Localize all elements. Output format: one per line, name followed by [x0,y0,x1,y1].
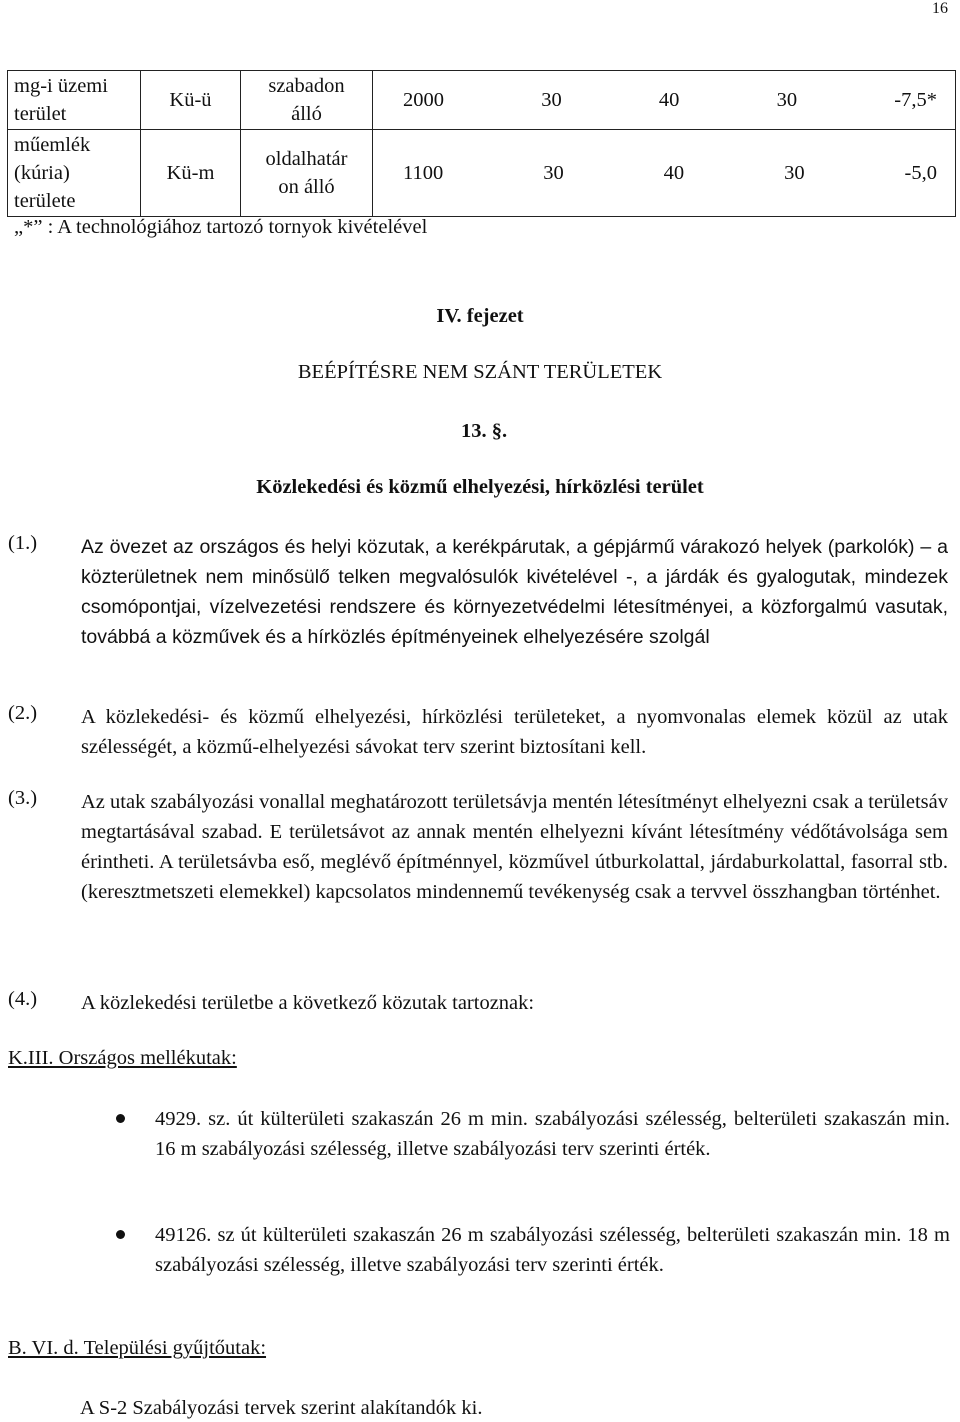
table-row [8,130,956,217]
paragraph-3 [8,787,948,907]
construction-line: on álló [278,176,335,198]
table-cell-code: Kü-m [141,130,241,217]
table-cell-values [373,130,956,217]
page-number: 16 [932,0,948,17]
paragraph-text: Az utak szabályozási vonallal meghatározott területsávja mentén létesítményt elhelyezni csak a területsáv megtartásával szabad. E területsávot az annak mentén elhelyezni kívánt létesítmény védőtávolsága sem érintheti. A területsávba eső, meglévő építménnyel, közművel útburkolattal, járdaburkolattal, fasorral stb. (keresztmetszeti elemekkel) kapcsolatos mindennemű tevékenység csak a tervvel összhangban történhet. [81,791,948,903]
table-cell-construction [241,71,373,130]
bullet-icon [116,1230,125,1239]
list-item [116,1104,950,1164]
value-coverage: 30 [543,162,564,184]
construction-line: oldalhatár [265,148,348,170]
table-cell-values [373,71,956,130]
table-cell-code: Kü-ü [141,71,241,130]
paragraph-num: (4.) [8,988,38,1010]
zoning-table [7,70,956,217]
value-green: 40 [663,162,685,184]
area-line: terület [14,103,67,125]
paragraph-num: (2.) [8,702,38,724]
table-footnote: „*” : A technológiához tartozó tornyok kivételével [14,216,428,238]
paragraph-number: 13. §. [460,420,508,442]
chapter-heading: IV. fejezet [436,305,524,327]
area-line: mg-i üzemi [14,75,108,97]
list-item [116,1220,950,1280]
area-line: műemlék [14,134,91,156]
table-row [8,71,956,130]
value-height: -7,5* [894,89,937,111]
paragraph-1 [8,532,948,652]
construction-line: szabadon [268,75,345,97]
paragraph-num: (3.) [8,787,38,809]
collector-roads-heading: B. VI. d. Települési gyűjtőutak: [8,1337,267,1359]
value-coverage: 30 [541,89,562,111]
value-lot-size: 2000 [403,89,444,111]
road-description: 4929. sz. út külterületi szakaszán 26 m min. szabályozási szélesség, belterületi szakaszán min. 16 m szabályozási szélesség, illetve szabályozási terv szerinti érték. [155,1108,950,1160]
paragraph-text: Az övezet az országos és helyi közutak, a kerékpárutak, a gépjármű várakozó helyek (parkolók) – a közterületnek nem minősülő telken megvalósulók kivételével -, a járdák és gyalogutak, mindezek csomópontjai, vízelvezetési rendszere és környezetvédelmi létesítményei, a közforgalmú vasutak, továbbá a közművek és a hírközlés építményeinek elhelyezésére szolgál [81,536,948,648]
paragraph-text: A közlekedési- és közmű elhelyezési, hírközlési területeket, a nyomvonalas elemek közül az utak szélességét, a közmű-elhelyezési sávokat terv szerint biztosítani kell. [81,706,948,758]
section-title: BEÉPÍTÉSRE NEM SZÁNT TERÜLETEK [297,361,663,383]
table-cell-construction [241,130,373,217]
value-width: 30 [784,162,805,184]
area-line: (kúria) [14,162,70,184]
national-roads-heading: K.III. Országos mellékutak: [8,1047,237,1069]
final-line: A S-2 Szabályozási tervek szerint alakítandók ki. [80,1397,483,1419]
road-description: 49126. sz út külterületi szakaszán 26 m szabályozási szélesség, belterületi szakaszán min. 18 m szabályozási szélesség, illetve szabályozási terv szerinti érték. [155,1224,950,1276]
paragraph-num: (1.) [8,532,38,554]
table-cell-area [8,71,141,130]
value-height: -5,0 [904,162,937,184]
value-lot-size: 1100 [403,162,444,184]
table-cell-area [8,130,141,217]
paragraph-text: A közlekedési területbe a következő közutak tartoznak: [81,992,535,1014]
area-line: területe [14,190,76,212]
value-width: 30 [776,89,798,111]
subsection-title: Közlekedési és közmű elhelyezési, hírközlési terület [256,476,704,498]
value-green: 40 [658,89,680,111]
paragraph-4 [8,988,948,1018]
bullet-icon [116,1114,125,1123]
paragraph-2 [8,702,948,762]
construction-line: álló [291,103,322,125]
